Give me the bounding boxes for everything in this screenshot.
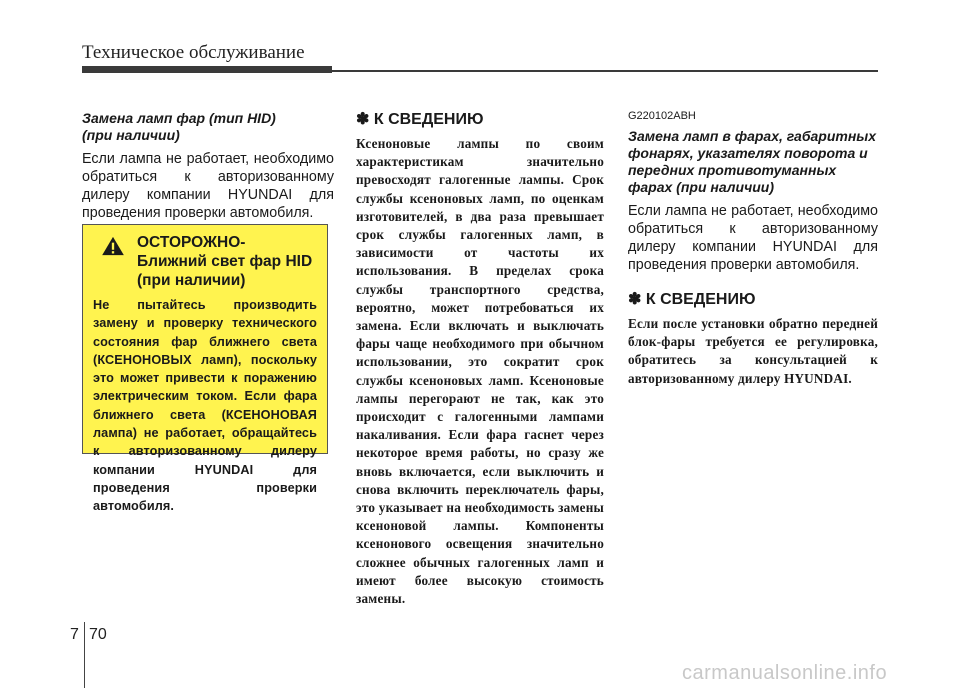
heading-line: Замена ламп в фарах, габаритных	[628, 128, 877, 144]
header-bar-thick	[82, 66, 332, 73]
heading-line: передних противотуманных	[628, 162, 837, 178]
watermark: carmanualsonline.info	[682, 662, 888, 684]
page-number: 70	[89, 626, 107, 643]
chapter-number: 7	[70, 626, 79, 643]
column-right	[628, 110, 878, 388]
heading-line: фарах (при наличии)	[628, 179, 774, 195]
column-left	[82, 110, 334, 222]
info-body-adjustment: Если после установки обратно передней блок-фары требуется ее регулировка, обратитесь за консультацией к авторизованному дилеру HYUNDAI.	[628, 316, 878, 386]
asterisk-icon: ✽	[628, 291, 642, 308]
info-heading-label: К СВЕДЕНИЮ	[373, 111, 484, 128]
section-code: G220102ABH	[628, 110, 696, 122]
page-header-title: Техническое обслуживание	[82, 42, 305, 63]
section-heading-hid	[82, 110, 334, 144]
section-heading-lamps	[628, 128, 878, 196]
heading-line: фонарях, указателях поворота и	[628, 145, 868, 161]
warning-triangle-icon	[99, 236, 127, 256]
info-heading-label: К СВЕДЕНИЮ	[645, 291, 756, 308]
warning-title-line: ОСТОРОЖНО-	[137, 234, 246, 251]
header-rule	[332, 70, 878, 72]
asterisk-icon: ✽	[356, 111, 370, 128]
warning-title-line: (при наличии)	[137, 272, 246, 289]
section-body-hid: Если лампа не работает, необходимо обратиться к авторизованному дилеру компании HYUNDAI для проведения проверки автомобиля.	[82, 151, 334, 221]
warning-body: Не пытайтесь производить замену и проверку технического состояния фар ближнего света (КСЕНОНОВЫХ ламп), поскольку это может привести к поражению электрическим током. Если фара ближнего света (КСЕНОНОВАЯ лампа) не работает, обращайтесь к авторизованному дилеру компании HYUNDAI для проведения проверки автомобиля.	[93, 298, 317, 514]
warning-title-line: Ближний свет фар HID	[137, 253, 313, 270]
column-middle	[356, 110, 604, 608]
info-body-xenon: Ксеноновые лампы по своим характеристикам значительно превосходят галогенные лампы. Срок службы ксеноновых ламп, по оценкам изготовителей, в два раза превышает срок службы галогенных ламп, в зависимости от частоты их использования. В пределах срока службы транспортного средства, вероятно, может потребоваться их замена. Если включать и выключать фары чаще необходимого при обычном использовании, это сократит срок службы ксеноновых ламп. Ксеноновые лампы перегорают не так, как это происходит с галогенными лампами накаливания. Если фара гаснет через некоторое время работы, но сразу же вновь включается, если выключить и снова включить переключатель фары, это указывает на необходимость замены ксеноновой лампы. Компоненты ксенонового освещения значительно сложнее обычных галогенных ламп и имеют более высокую стоимость замены.	[356, 136, 604, 607]
info-heading	[628, 290, 878, 310]
warning-title	[137, 233, 312, 290]
section-body-lamps: Если лампа не работает, необходимо обратиться к авторизованному дилеру компании HYUNDAI для проведения проверки автомобиля.	[628, 203, 878, 273]
footer-divider	[84, 622, 85, 688]
info-heading	[356, 110, 604, 130]
heading-line: (при наличии)	[82, 127, 180, 143]
heading-line: Замена ламп фар (тип HID)	[82, 110, 276, 126]
warning-box	[82, 224, 328, 514]
warning-header	[93, 233, 317, 290]
